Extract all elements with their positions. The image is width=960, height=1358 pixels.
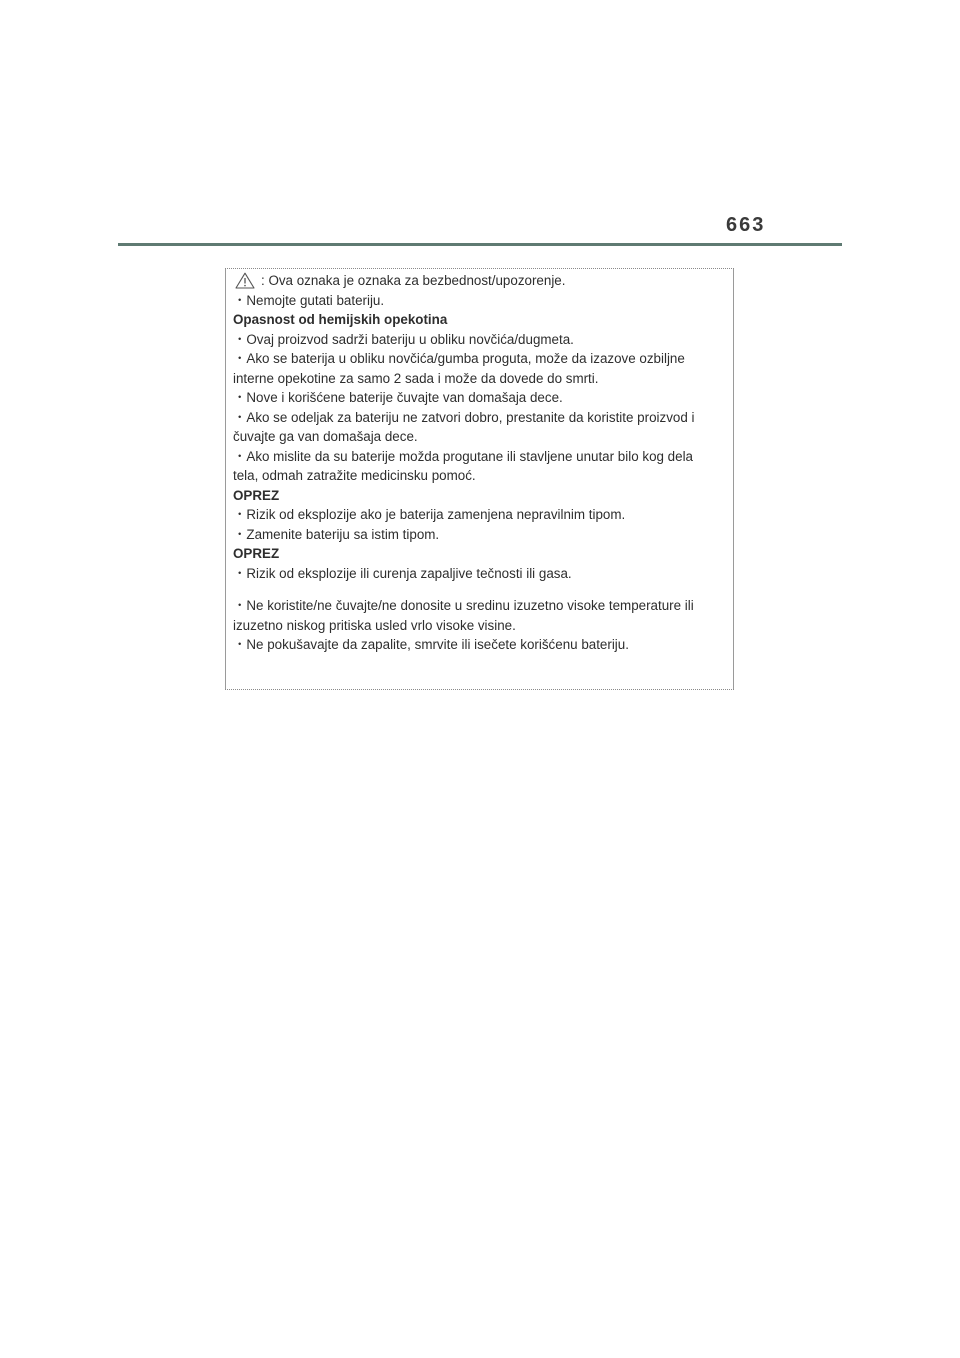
bullet-line: ・Nemojte gutati bateriju. [233, 292, 385, 308]
blank-line [233, 583, 728, 596]
bullet-line: ・Ne pokušavajte da zapalite, smrvite ili isečete korišćenu bateriju. [233, 637, 629, 652]
section-heading: Opasnost od hemijskih opekotina [233, 312, 448, 327]
warning-triangle-icon [235, 272, 255, 289]
bullet-line: ・Ako mislite da su baterije možda progutane ili stavljene unutar bilo kog dela [233, 448, 694, 464]
header-rule [118, 243, 842, 246]
continuation-line: čuvajte ga van domašaja dece. [233, 429, 418, 444]
bullet-line: ・Ako se odeljak za bateriju ne zatvori dobro, prestanite da koristite proizvod i [233, 409, 695, 425]
bullet-line: ・Ako se baterija u obliku novčića/gumba proguta, može da izazove ozbiljne [233, 351, 685, 366]
bullet-line: ・Ne koristite/ne čuvajte/ne donosite u sredinu izuzetno visoke temperature ili [233, 598, 694, 613]
page-number: 663 [726, 214, 766, 236]
bullet-line: ・Ovaj proizvod sadrži bateriju u obliku novčića/dugmeta. [233, 331, 574, 347]
continuation-line: izuzetno niskog pritiska usled vrlo visoke visine. [233, 617, 516, 633]
continuation-line: tela, odmah zatražite medicinsku pomoć. [233, 468, 476, 483]
warning-caption-text: : Ova oznaka je oznaka za bezbednost/upozorenje. [261, 273, 566, 288]
bullet-line: ・Zamenite bateriju sa istim tipom. [233, 526, 440, 542]
box-left-border [225, 269, 226, 689]
bullet-line: ・Nove i korišćene baterije čuvajte van domašaja dece. [233, 390, 563, 405]
bullet-line: ・Rizik od eksplozije ili curenja zapaljive tečnosti ili gasa. [233, 565, 572, 581]
warning-caption-line [233, 271, 728, 291]
caution-heading: OPREZ [233, 487, 280, 503]
continuation-line: interne opekotine za samo 2 sada i može da dovede do smrti. [233, 370, 599, 386]
caution-heading: OPREZ [233, 546, 280, 561]
warning-content [233, 271, 728, 655]
box-right-border [733, 269, 734, 689]
bullet-line: ・Rizik od eksplozije ako je baterija zamenjena nepravilnim tipom. [233, 507, 626, 522]
